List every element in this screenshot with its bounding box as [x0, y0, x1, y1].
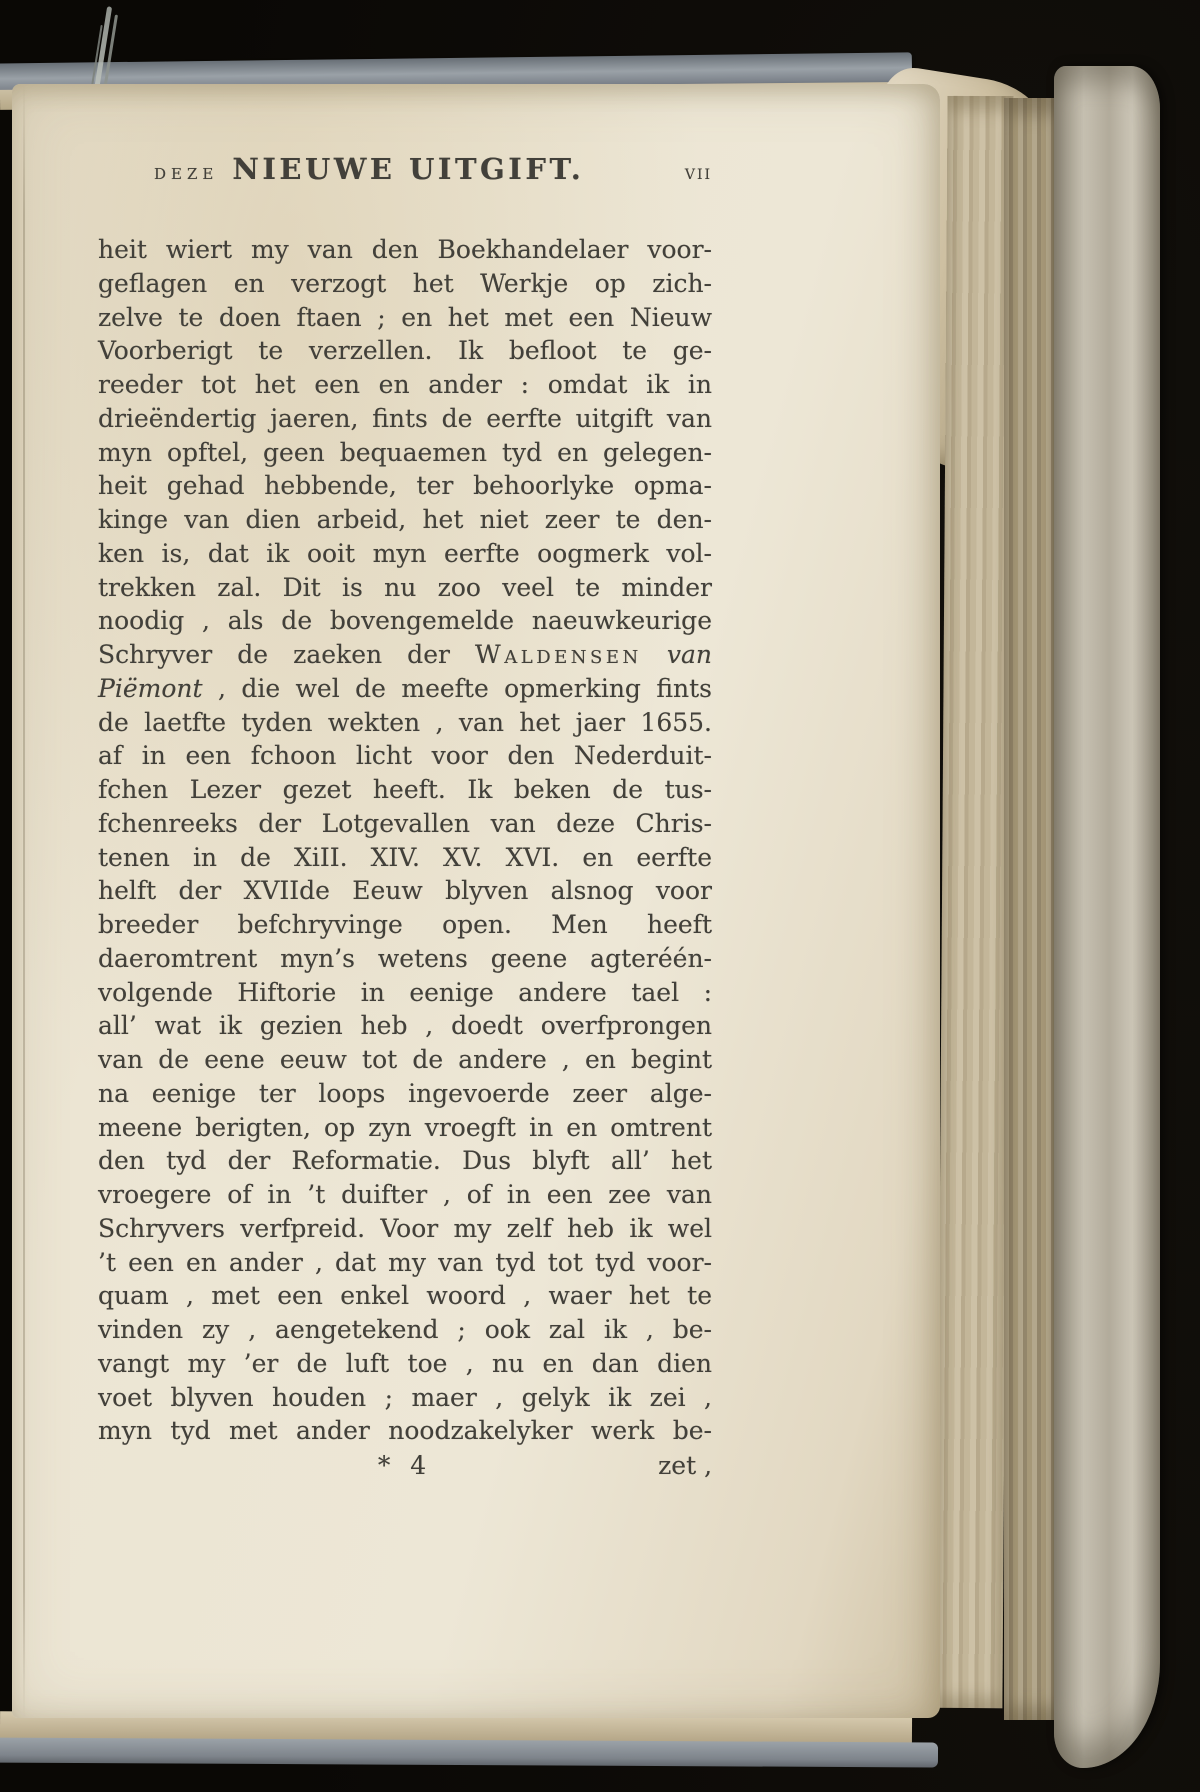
body-line: breeder befchryvinge open. Men heeft [98, 910, 712, 939]
body-line: vinden zy , aengetekend ; ook zal ik , be- [98, 1315, 712, 1344]
body-line: van de eene eeuw tot de andere , en begint [98, 1045, 712, 1074]
body-line-segment [642, 640, 667, 669]
body-line: den tyd der Reformatie. Dus blyft all’ het [98, 1146, 712, 1176]
book-bottom-cover-edge [0, 1738, 938, 1768]
book-fore-edge-pages-dark [1004, 98, 1060, 1720]
body-line: fchen Lezer gezet heeft. Ik beken de tus- [98, 775, 712, 804]
body-line: ’t een en ander , dat my van tyd tot tyd voor- [98, 1247, 712, 1277]
body-line: myn opftel, geen bequaemen tyd en gelegen- [98, 437, 712, 467]
page-footer [98, 1449, 712, 1483]
body-line: ken is, dat ik ooit myn eerfte oogmerk vol- [98, 538, 712, 568]
body-line: kinge van dien arbeid, het niet zeer te den- [98, 505, 712, 534]
body-text [98, 233, 712, 1448]
body-line: heit gehad hebbende, ter behoorlyke opma- [98, 471, 712, 501]
body-line: de laetfte tyden wekten , van het jaer 1655. [98, 707, 712, 737]
body-line: vroegere of in ’t duifter , of in een zee van [98, 1180, 712, 1209]
body-line: all’ wat ik gezien heb , doedt overfprongen [98, 1011, 712, 1041]
body-line-segment: Piëmont [98, 673, 203, 703]
body-line-segment: Schryver de zaeken der [98, 640, 476, 669]
body-line: meene berigten, op zyn vroegft in en omtrent [98, 1112, 712, 1142]
body-line-segment: Waldensen [475, 640, 642, 669]
signature-mark: * 4 [377, 1451, 433, 1480]
body-line: Schryvers verfpreid. Voor my zelf heb ik wel [98, 1213, 712, 1243]
body-line: trekken zal. Dit is nu zoo veel te minder [98, 572, 712, 602]
page-number: vii [684, 160, 712, 184]
body-line: voet blyven houden ; maer , gelyk ik zei , [98, 1382, 712, 1412]
body-line-segment: , die wel de meefte opmerking fints [202, 673, 712, 703]
running-header [98, 152, 712, 186]
body-line: quam , met een enkel woord , waer het te [98, 1281, 712, 1311]
body-line: af in een fchoon licht voor den Nederduit- [98, 741, 712, 771]
body-line: drieëndertig jaeren, fints de eerfte uitgift van [98, 403, 712, 433]
body-line: tenen in de XiII. XIV. XV. XVI. en eerfte [98, 842, 712, 872]
body-line: geflagen en verzogt het Werkje op zich- [98, 268, 712, 298]
book-fore-edge-pages [936, 96, 1013, 1708]
catchword: zet , [658, 1451, 713, 1480]
body-line: reeder tot het een en ander : omdat ik in [98, 370, 712, 399]
body-line [98, 672, 712, 706]
body-line: fchenreeks der Lotgevallen van deze Chris- [98, 808, 712, 838]
body-line [98, 638, 712, 672]
body-line: vangt my ’er de luft toe , nu en dan dien [98, 1348, 712, 1378]
body-line: zelve te doen ftaen ; en het met een Nieuw [98, 302, 712, 332]
body-line: noodig , als de bovengemelde naeuwkeurige [98, 606, 712, 636]
body-line: na eenige ter loops ingevoerde zeer alge- [98, 1078, 712, 1108]
body-line: Voorberigt te verzellen. Ik befloot te ge- [98, 336, 712, 366]
footer-spacer [98, 1449, 378, 1483]
body-line: myn tyd met ander noodzakelyker werk be- [98, 1416, 712, 1446]
body-line: daeromtrent myn’s wetens geene agteréén- [98, 943, 712, 973]
header-prefix: deze [154, 160, 219, 184]
printed-text-block [98, 144, 712, 1483]
body-line: heit wiert my van den Boekhandelaer voor- [98, 235, 712, 264]
header-title: NIEUWE UITGIFT. [232, 152, 585, 186]
book-right-cover [1054, 66, 1160, 1768]
body-line: volgende Hiftorie in eenige andere tael : [98, 977, 712, 1007]
book-page [12, 84, 940, 1718]
page-fold-line [23, 84, 25, 1718]
body-line: helft der XVIIde Eeuw blyven alsnog voor [98, 876, 712, 906]
body-line-segment: van [666, 640, 712, 669]
